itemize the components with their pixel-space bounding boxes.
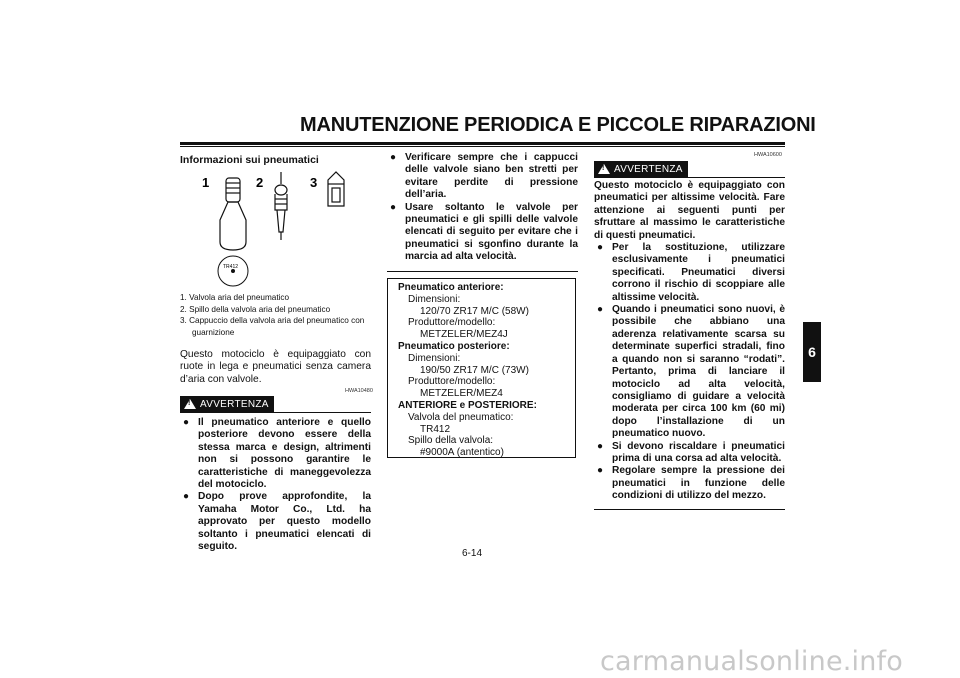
spec-value: METZELER/MEZ4: [420, 388, 503, 400]
spec-label: Dimensioni:: [408, 293, 461, 305]
figure-label-2: 2: [256, 175, 264, 190]
warning-label: [594, 161, 688, 177]
warning-label-text: AVVERTENZA: [200, 398, 269, 410]
spec-value: 120/70 ZR17 M/C (58W): [420, 305, 529, 317]
warning-bullets: [594, 242, 785, 503]
cap-marking: TR412: [223, 264, 239, 270]
warning-body-right: [594, 180, 785, 510]
bullet-icon: ●: [597, 440, 604, 452]
tire-spec-box: [387, 278, 576, 458]
page-number: 6-14: [462, 548, 483, 559]
warning-bullets-continued: [387, 152, 578, 264]
list-item: ● Si devono riscaldare i pneumatici prima di una corsa ad alta velocità.: [597, 440, 785, 464]
spec-value: #9000A (antentico): [420, 447, 504, 459]
page-title: MANUTENZIONE PERIODICA E PICCOLE RIPARAZIONI: [300, 114, 816, 136]
warning-end-rule: [594, 509, 785, 510]
bullet-icon: ●: [390, 201, 397, 213]
intro-paragraph: Questo motociclo è equipaggiato con ruote in lega e pneumatici senza camera d’aria con valvole.: [180, 349, 371, 385]
middle-bullets: [387, 152, 578, 272]
spec-front-title: Pneumatico anteriore:: [398, 282, 504, 293]
figure-label-3: 3: [310, 175, 318, 190]
list-item: ● Usare soltanto le valvole per pneumatici e gli spilli delle valvole elencati di seguito per evitare che i pneumatici si sgonfino durante la marcia ad alta velocità.: [390, 201, 578, 263]
warning-end-rule: [387, 271, 578, 272]
warning-header: [180, 396, 371, 413]
spec-rear-title: Pneumatico posteriore:: [398, 340, 510, 352]
spec-label: Dimensioni:: [408, 352, 461, 364]
warning-block-right: [594, 161, 785, 178]
warning-bullets: [180, 417, 371, 553]
spec-value: 190/50 ZR17 M/C (73W): [420, 364, 529, 376]
spec-label: Valvola del pneumatico:: [408, 411, 514, 423]
list-item: ● Verificare sempre che i cappucci delle valvole siano ben stretti per evitare perdite di pressione dell’aria.: [390, 152, 578, 201]
bullet-icon: ●: [390, 152, 397, 163]
spec-both-title: ANTERIORE e POSTERIORE:: [398, 399, 537, 411]
cap-top-drawing: [218, 256, 248, 286]
watermark: carmanualsonline.info: [600, 646, 903, 677]
chapter-tab: 6: [803, 322, 821, 382]
valve-core-drawing: [275, 172, 287, 240]
warning-intro: Questo motociclo è equipaggiato con pneumatici per altissime velocità. Fare attenzione ai seguenti punti per sfruttare al massimo le caratteristiche di questi pneumatici.: [594, 180, 785, 241]
warning-code: HWA10480: [345, 388, 373, 394]
valve-stem-drawing: [220, 178, 246, 250]
header-rule: [180, 142, 785, 145]
bullet-icon: ●: [183, 491, 190, 503]
valve-figure: [196, 170, 366, 288]
bullet-icon: ●: [597, 242, 604, 254]
warning-header: [594, 161, 785, 178]
spec-label: Produttore/modello:: [408, 317, 496, 329]
warning-block-left: [180, 396, 371, 553]
valve-cap-drawing: [328, 172, 344, 206]
list-item: ● Il pneumatico anteriore e quello posteriore devono essere della stessa marca e design, altrimenti non si possono garantire le caratteristiche di maneggevolezza del motociclo.: [183, 417, 371, 491]
spec-label: Produttore/modello:: [408, 376, 496, 388]
legend-item: 3. Cappuccio della valvola aria del pneumatico con guarnizione: [180, 316, 365, 337]
list-item: ● Dopo prove approfondite, la Yamaha Motor Co., Ltd. ha approvato per questo modello soltanto i pneumatici elencati di seguito.: [183, 491, 371, 553]
spec-value: METZELER/MEZ4J: [420, 329, 508, 341]
warning-icon: !: [184, 399, 196, 409]
warning-label: [180, 396, 274, 412]
figure-label-1: 1: [202, 175, 210, 190]
warning-label-text: AVVERTENZA: [614, 163, 683, 175]
warning-code: HWA10600: [754, 152, 782, 158]
figure-legend: [180, 292, 370, 338]
spec-value: TR412: [420, 423, 451, 435]
bullet-icon: ●: [183, 417, 190, 428]
bullet-icon: ●: [597, 304, 604, 316]
list-item: ● Regolare sempre la pressione dei pneumatici in funzione delle condizioni di utilizzo del mezzo.: [597, 465, 785, 502]
section-heading: Informazioni sui pneumatici: [180, 154, 319, 166]
warning-icon: !: [598, 164, 610, 174]
spec-label: Spillo della valvola:: [408, 435, 494, 447]
legend-item: 2. Spillo della valvola aria del pneumatico: [180, 304, 331, 314]
list-item: ● Per la sostituzione, utilizzare esclusivamente i pneumatici specificati. Pneumatici diversi corrono il rischio di scoppiare alle altissime velocità.: [597, 242, 785, 303]
legend-item: 1. Valvola aria del pneumatico: [180, 293, 290, 302]
list-item: ● Quando i pneumatici sono nuovi, è possibile che abbiano una aderenza relativamente scarsa su determinate superfici stradali, fino a quando non si saranno “rodati”. Pertanto, prima di lanciare il motociclo ad alta velocità, consigliamo di guidare a velocità moderata per circa 100 km (60 mi) dopo l’installazione di un pneumatico nuovo.: [597, 304, 785, 440]
header-rule-thin: [180, 146, 785, 147]
bullet-icon: ●: [597, 465, 604, 477]
